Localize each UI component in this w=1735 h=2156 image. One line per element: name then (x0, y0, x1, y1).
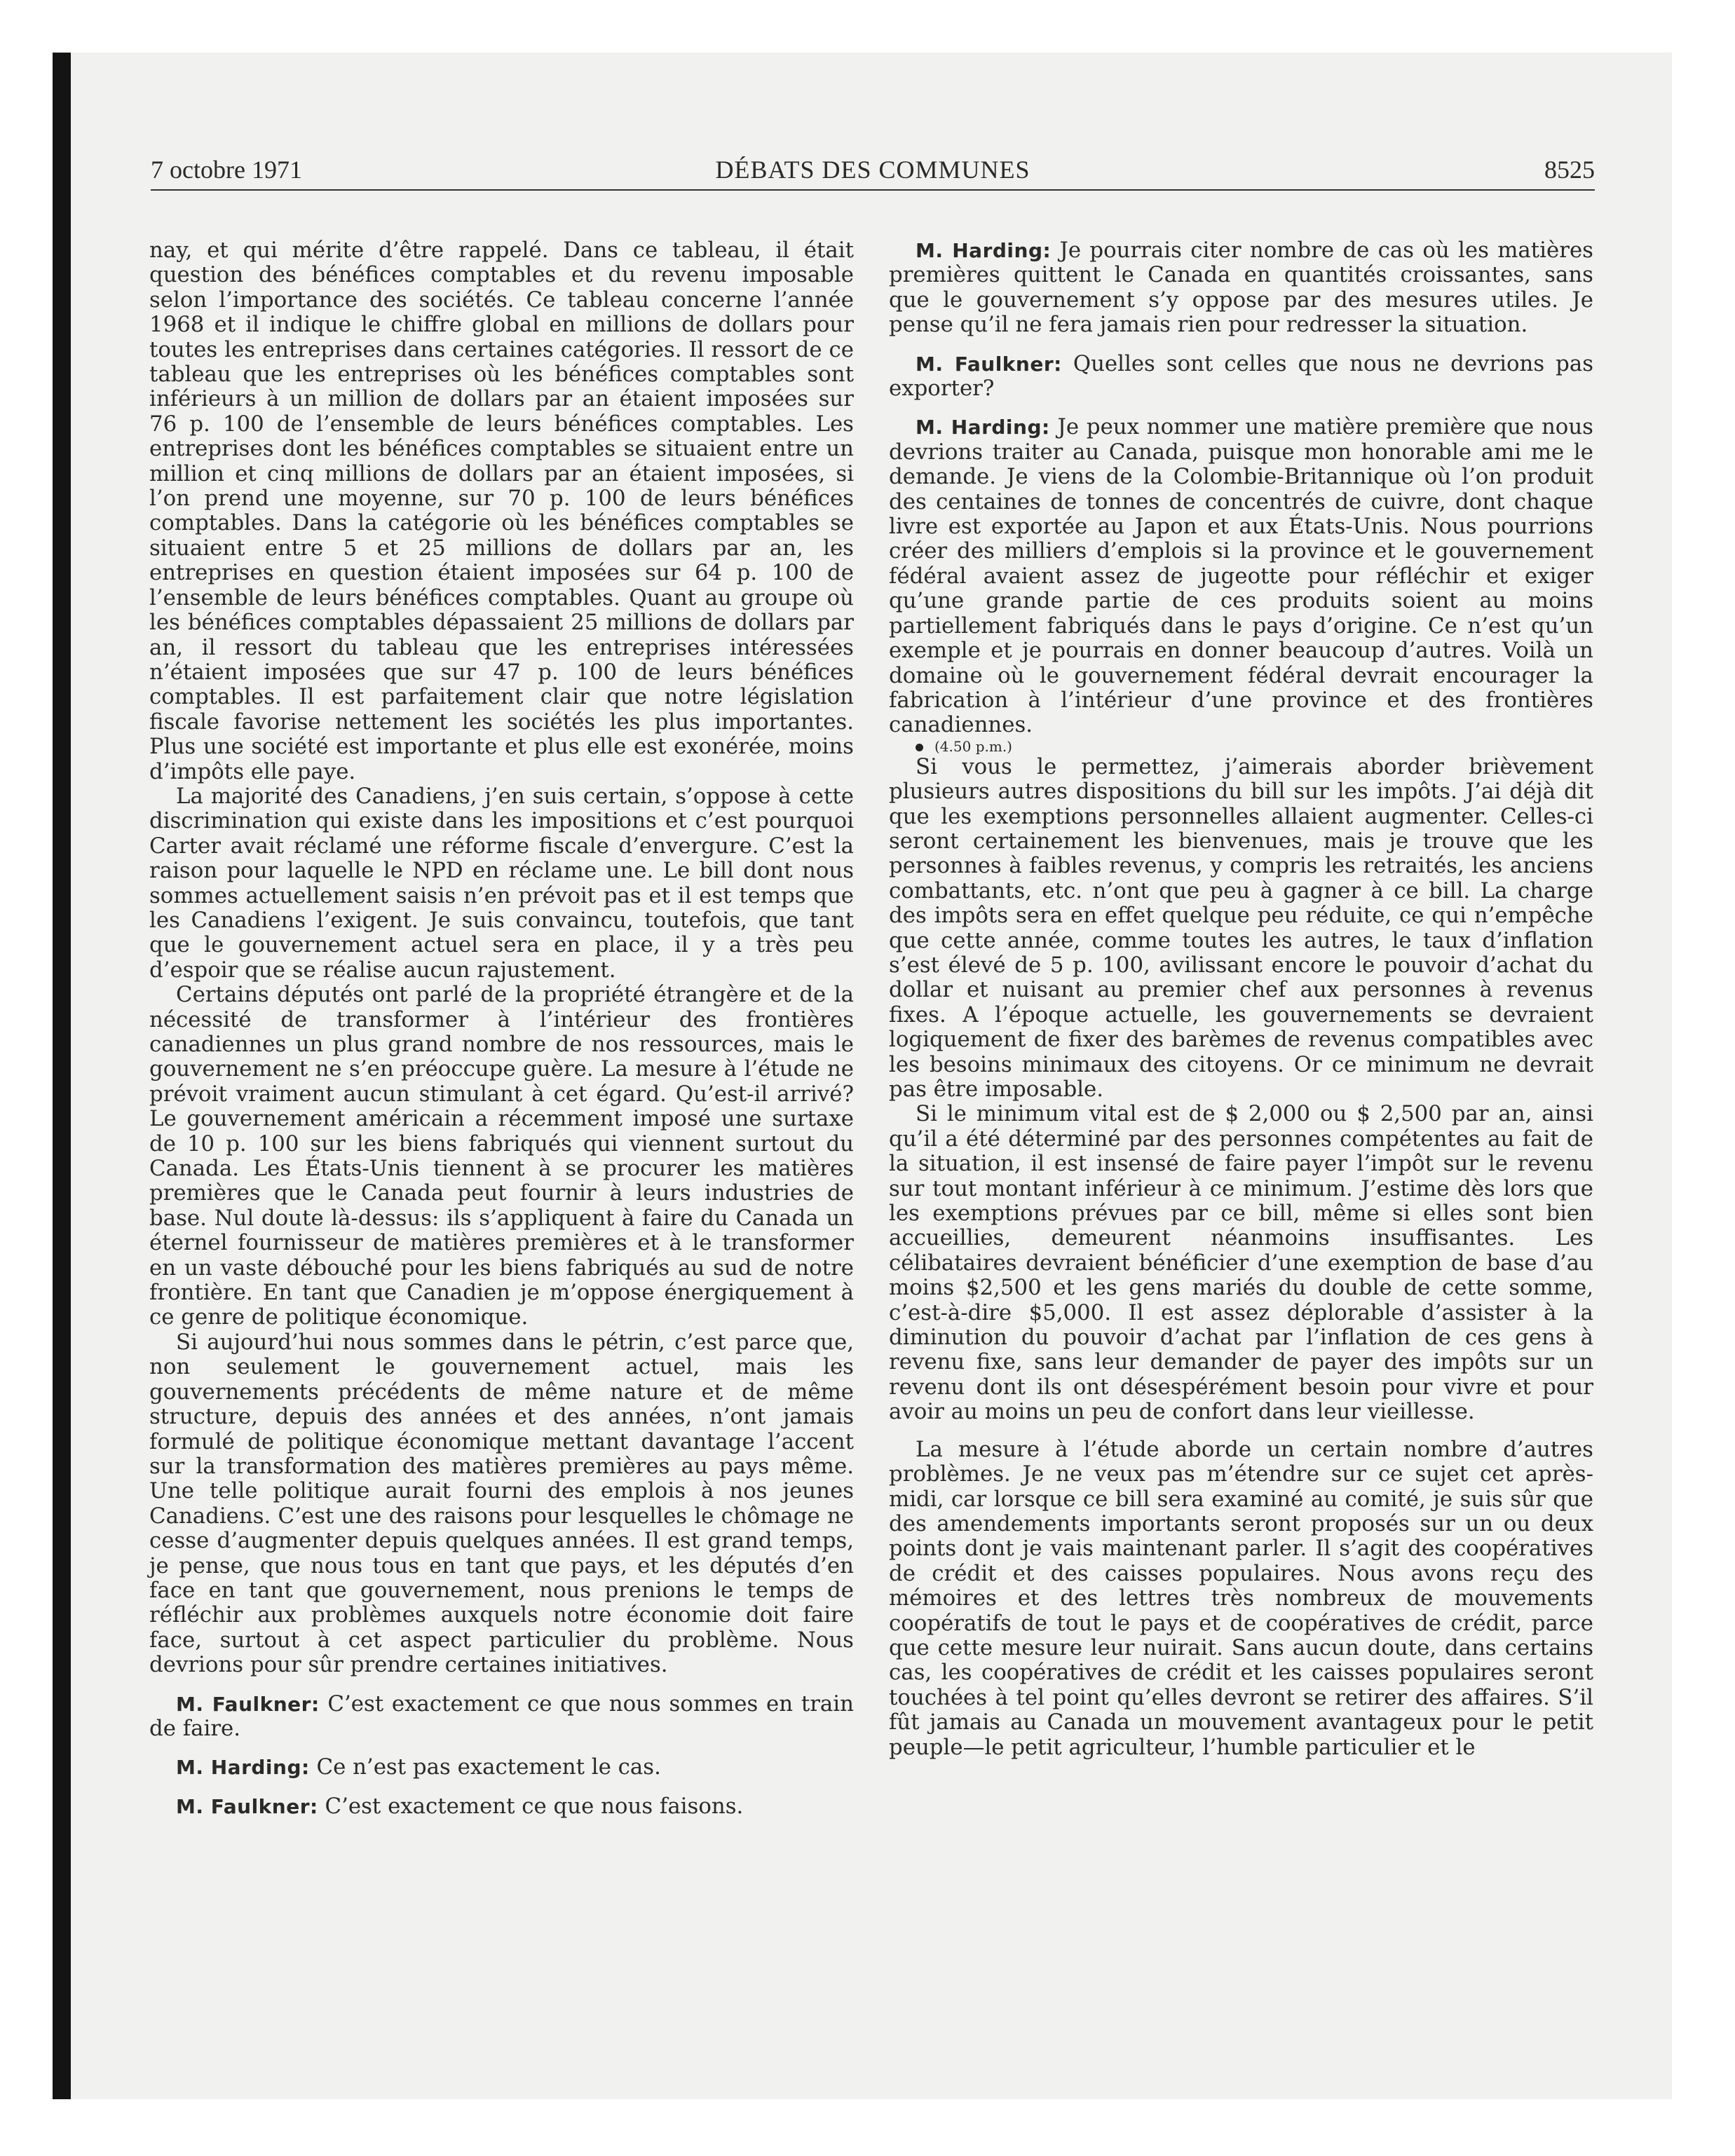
speech-text: Je peux nommer une matière première que nous devrions traiter au Canada, puisque mon honorable ami me le demande. Je viens de la Colombie-Britannique où l’on produit des centaines de tonnes de concentrés de cuivre, dont chaque livre est exportée au Japon et aux États-Unis. Nous pourrions créer des milliers d’emplois si la province et le gouvernement fédéral avaient assez de jugeotte pour réfléchir et exiger qu’une grande partie de ces produits soient au moins partiellement fabriqués dans le pays d’origine. Ce n’est qu’un exemple et je pourrais en donner beaucoup d’autres. Voilà un domaine où le gouvernement fédéral devrait encourager la fabrication à l’intérieur d’une province et des frontières canadiennes. (889, 414, 1593, 738)
speech-entry (889, 238, 1593, 338)
paragraph: Si le minimum vital est de $ 2,000 ou $ 2,500 par an, ainsi qu’il a été déterminé par des personnes compétentes au fait de la situation, il est insensé de faire payer l’impôt sur le revenu sur tout montant inférieur à ce minimum. J’estime dès lors que les exemptions prévues par ce bill, même si elles sont bien accueillies, demeurent néanmoins insuffisantes. Les célibataires devraient bénéficier d’une exemption de base d’au moins $2,500 et les gens mariés du double de cette somme, c’est-à-dire $5,000. Il est assez déplorable d’assister à la diminution du pouvoir d’achat par l’inflation de ces gens à revenu fixe, sans leur demander de payer des impôts sur un revenu dont ils ont désespérément besoin pour vivre et pour avoir au moins un peu de confort dans leur vieillesse. (889, 1101, 1593, 1425)
speaker-name: M. Harding: (916, 416, 1050, 439)
speech-text: C’est exactement ce que nous sommes en train de faire. (149, 1691, 854, 1741)
paragraph: La majorité des Canadiens, j’en suis certain, s’oppose à cette discrimination qui existe dans les impositions et c’est pourquoi Carter avait réclamé une réforme fiscale d’envergure. C’est la raison pour laquelle le NPD en réclame une. Le bill dont nous sommes actuellement saisis n’en prévoit pas et il est temps que les Canadiens l’exigent. Je suis convaincu, toutefois, que tant que le gouvernement actuel sera en place, il y a très peu d’espoir que se réalise aucun rajustement. (149, 783, 854, 983)
speech-entry (889, 415, 1593, 737)
speech-entry (889, 352, 1593, 402)
speaker-name: M. Faulkner: (176, 1692, 320, 1716)
header-journal-title: DÉBATS DES COMMUNES (715, 156, 1030, 184)
right-column (889, 238, 1593, 1760)
speech-entry (149, 1692, 854, 1742)
left-column (149, 238, 854, 1819)
time-marker (889, 738, 1593, 755)
speaker-name: M. Faulkner: (176, 1794, 318, 1818)
header-page-number: 8525 (1544, 156, 1595, 184)
paragraph: Certains députés ont parlé de la propriété étrangère et de la nécessité de transformer à l’intérieur des frontières canadiennes un plus grand nombre de nos ressources, mais le gouvernement ne s’en préoccupe guère. La mesure à l’étude ne prévoit vraiment aucun stimulant à cet égard. Qu’est-il arrivé? Le gouvernement américain a récemment imposé une surtaxe de 10 p. 100 sur les biens fabriqués qui viennent surtout du Canada. Les États-Unis tiennent à se procurer les matières premières que le Canada peut fournir à leurs industries de base. Nul doute là-dessus: ils s’appliquent à faire du Canada un éternel fournisseur de matières premières et à le transformer en un vaste débouché pour les biens fabriqués au sud de notre frontière. En tant que Canadien je m’oppose énergiquement à ce genre de politique économique. (149, 982, 854, 1330)
speaker-name: M. Harding: (916, 239, 1052, 262)
paragraph: Si vous le permettez, j’aimerais aborder brièvement plusieurs autres dispositions du bill sur les impôts. J’ai déjà dit que les exemptions personnelles allaient augmenter. Celles-ci seront certainement les bienvenues, mais je trouve que les personnes à faibles revenus, y compris les retraités, les anciens combattants, etc. n’ont que peu à gagner à ce bill. La charge des impôts sera en effet quelque peu réduite, ce qui n’empêche que cette année, comme toutes les autres, le taux d’inflation s’est élevé de 5 p. 100, avilissant encore le pouvoir d’achat du dollar et nuisant au premier chef aux personnes à revenus fixes. A l’époque actuelle, les gouvernements se devraient logiquement de fixer des barèmes de revenus compatibles avec les besoins minimaux des citoyens. Or ce minimum ne devrait pas être imposable. (889, 753, 1593, 1102)
paragraph: Si aujourd’hui nous sommes dans le pétrin, c’est parce que, non seulement le gouvernement actuel, mais les gouvernements précédents de même nature et de même structure, depuis des années et des années, n’ont jamais formulé de politique économique mettant davantage l’accent sur la transformation des matières premières au pays même. Une telle politique aurait fourni des emplois à nos jeunes Canadiens. C’est une des raisons pour lesquelles le chômage ne cesse d’augmenter depuis quelques années. Il est grand temps, je pense, que nous tous en tant que pays, et les députés d’en face en tant que gouvernement, nous prenions le temps de réfléchir aux problèmes auxquels notre économie doit faire face, surtout à cet aspect particulier du problème. Nous devrions pour sûr prendre certaines initiatives. (149, 1329, 854, 1678)
header-date: 7 octobre 1971 (151, 156, 302, 184)
speech-entry (149, 1755, 854, 1780)
speech-entry (149, 1794, 854, 1819)
bullet-icon (916, 744, 923, 751)
binding-edge (53, 53, 71, 2099)
speech-text: C’est exactement ce que nous faisons. (325, 1793, 744, 1819)
speech-text: Quelles sont celles que nous ne devrions pas exporter? (889, 350, 1594, 402)
page-header (151, 156, 1595, 191)
speech-text: Ce n’est pas exactement le cas. (316, 1754, 661, 1780)
time-marker-text: (4.50 p.m.) (934, 737, 1012, 755)
speaker-name: M. Harding: (176, 1756, 310, 1780)
speaker-name: M. Faulkner: (916, 352, 1062, 376)
paragraph: nay, et qui mérite d’être rappelé. Dans ce tableau, il était question des bénéfices comptables et du revenu imposable selon l’importance des sociétés. Ce tableau concerne l’année 1968 et il indique le chiffre global en millions de dollars pour toutes les entreprises dans certaines catégories. Il ressort de ce tableau que les entreprises où les bénéfices comptables sont inférieurs à un million de dollars par an étaient imposées sur 76 p. 100 de l’ensemble de leurs bénéfices comptables. Les entreprises dont les bénéfices comptables se situaient entre un million et cinq millions de dollars par an étaient imposées, si l’on prend une moyenne, sur 70 p. 100 de leurs bénéfices comptables. Dans la catégorie où les bénéfices comptables se situaient entre 5 et 25 millions de dollars par an, les entreprises en question étaient imposées sur 64 p. 100 de l’ensemble de leurs bénéfices comptables. Quant au groupe où les bénéfices comptables dépassaient 25 millions de dollars par an, il ressort du tableau que les entreprises intéressées n’étaient imposées que sur 47 p. 100 de leurs bénéfices comptables. Il est parfaitement clair que notre législation fiscale favorise nettement les sociétés les plus importantes. Plus une société est importante et plus elle est exonérée, moins d’impôts elle paye. (149, 238, 854, 784)
speech-text: Je pourrais citer nombre de cas où les matières premières quittent le Canada en quantités croissantes, sans que le gouvernement s’y oppose par des mesures utiles. Je pense qu’il ne fera jamais rien pour redresser la situation. (889, 238, 1593, 338)
paragraph: La mesure à l’étude aborde un certain nombre d’autres problèmes. Je ne veux pas m’étendre sur ce sujet cet après-midi, car lorsque ce bill sera examiné au comité, je suis sûr que des amendements importants seront proposés sur un ou deux points dont je vais maintenant parler. Il s’agit des coopératives de crédit et des caisses populaires. Nous avons reçu des mémoires et des lettres très nombreux de mouvements coopératifs de tout le pays et de coopératives de crédit, parce que cette mesure leur nuirait. Sans aucun doute, dans certains cas, les coopératives de crédit et les caisses populaires seront touchées à tel point qu’elles devront se retirer des affaires. S’il fût jamais au Canada un mouvement avantageux pour le petit peuple—le petit agriculteur, l’humble particulier et le (889, 1436, 1593, 1760)
